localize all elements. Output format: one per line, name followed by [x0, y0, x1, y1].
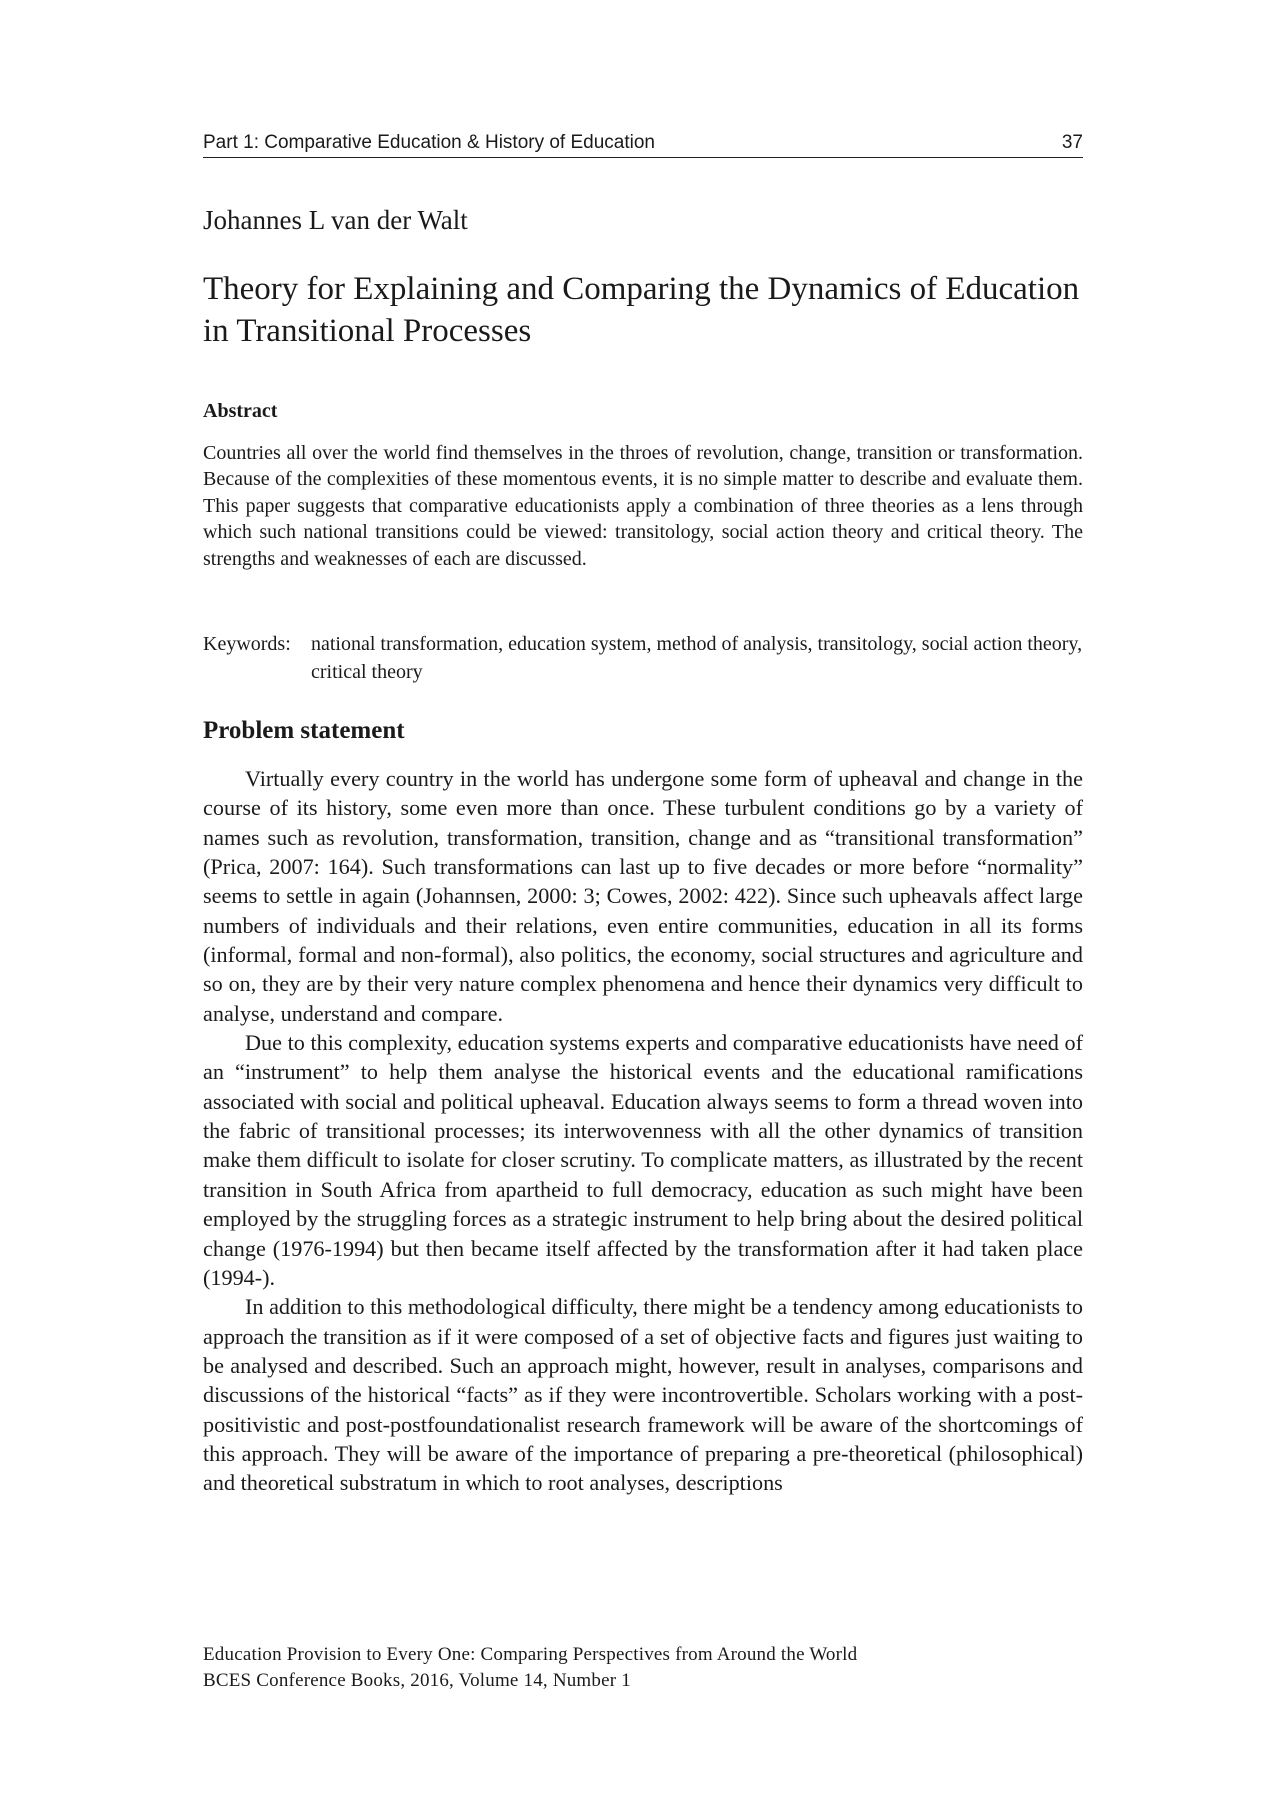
- section-heading-problem-statement: Problem statement: [203, 717, 405, 744]
- footer-publication-info: BCES Conference Books, 2016, Volume 14, Number 1: [203, 1670, 631, 1691]
- abstract-text: Countries all over the world find themselves in the throes of revolution, change, transition or transformation. Because of the complexities of these momentous events, it is no simple matter to describe and evaluate them. This paper suggests that comparative educationists apply a combination of three theories as a lens through which such national transitions could be viewed: transitology, social action theory and critical theory. The strengths and weaknesses of each are discussed.: [203, 442, 1083, 570]
- paper-title: Theory for Explaining and Comparing the Dynamics of Education in Transitional Processes: [203, 271, 1080, 349]
- footer-book-title: Education Provision to Every One: Comparing Perspectives from Around the World: [203, 1644, 858, 1665]
- page-number: 37: [1061, 132, 1083, 153]
- running-header: [203, 131, 1083, 158]
- keywords-list: national transformation, education system, method of analysis, transitology, social action theory, critical theory: [311, 633, 1083, 683]
- abstract-heading: Abstract: [203, 400, 278, 422]
- running-header-section: Part 1: Comparative Education & History of Education: [203, 132, 656, 153]
- body-paragraph: In addition to this methodological difficulty, there might be a tendency among educationists to approach the transition as if it were composed of a set of objective facts and figures just waiting to be analysed and described. Such an approach might, however, result in analyses, comparisons and discussions of the historical “facts” as if they were incontrovertible. Scholars working with a post-positivistic and post-postfoundationalist research framework will be aware of the shortcomings of this approach. They will be aware of the importance of preparing a pre-theoretical (philosophical) and theoretical substratum in which to root analyses, descriptions: [203, 1294, 1083, 1496]
- author-name: Johannes L van der Walt: [203, 205, 468, 235]
- body-paragraph: Virtually every country in the world has undergone some form of upheaval and change in the course of its history, some even more than once. These turbulent conditions go by a variety of names such as revolution, transformation, transition, change and as “transitional transformation” (Prica, 2007: 164). Such transformations can last up to five decades or more before “normality” seems to settle in again (Johannsen, 2000: 3; Cowes, 2002: 422). Since such upheavals affect large numbers of individuals and their relations, even entire communities, education in all its forms (informal, formal and non-formal), also politics, the economy, social structures and agriculture and so on, they are by their very nature complex phenomena and hence their dynamics very difficult to analyse, understand and compare.: [203, 766, 1083, 1026]
- page-footer: [203, 1642, 1083, 1694]
- body-text: [203, 764, 1083, 1498]
- body-paragraph: Due to this complexity, education systems experts and comparative educationists have need of an “instrument” to help them analyse the historical events and the educational ramifications associated with social and political upheaval. Education always seems to form a thread woven into the fabric of transitional processes; its interwovenness with all the other dynamics of transition make them difficult to isolate for closer scrutiny. To complicate matters, as illustrated by the recent transition in South Africa from apartheid to full democracy, education as such might have been employed by the struggling forces as a strategic instrument to help bring about the desired political change (1976-1994) but then became itself affected by the transformation after it had taken place (1994-).: [203, 1030, 1083, 1290]
- keywords-label: Keywords:: [203, 633, 291, 655]
